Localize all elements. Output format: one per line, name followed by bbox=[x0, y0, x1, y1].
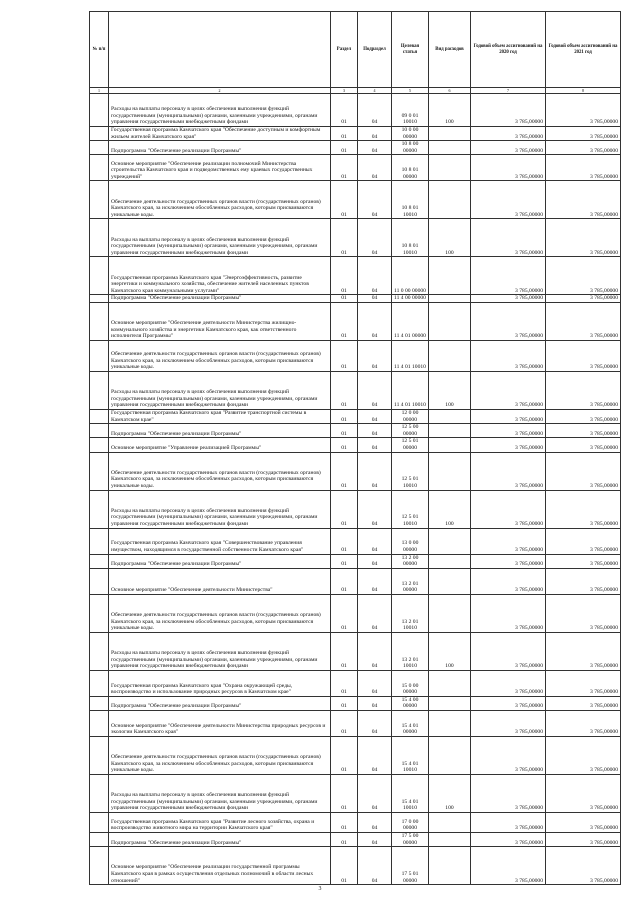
row-amount-2020: 3 785,00000 bbox=[471, 295, 546, 303]
row-expense-type bbox=[429, 568, 471, 594]
row-amount-2020: 3 785,00000 bbox=[471, 736, 546, 774]
row-target-article: 12 5 00 00000 bbox=[392, 424, 429, 438]
table-row bbox=[90, 155, 621, 181]
row-name: Основное мероприятие "Обеспечение деятельности Министерства" bbox=[109, 568, 331, 594]
row-target-article: 10 8 01 10010 bbox=[392, 219, 429, 257]
row-razdel: 01 bbox=[331, 696, 358, 710]
row-expense-type bbox=[429, 528, 471, 554]
row-amount-2020: 3 785,00000 bbox=[471, 452, 546, 490]
table-row bbox=[90, 219, 621, 257]
column-number: 3 bbox=[331, 88, 358, 94]
row-razdel: 01 bbox=[331, 594, 358, 632]
row-expense-type bbox=[429, 670, 471, 696]
row-amount-2021: 3 785,00000 bbox=[546, 438, 621, 452]
budget-table bbox=[89, 11, 621, 885]
row-name: Основное мероприятие "Обеспечение деятельности Министерства природных ресурсов и экологии Камчатского края" bbox=[109, 710, 331, 736]
row-expense-type bbox=[429, 295, 471, 303]
row-expense-type: 100 bbox=[429, 94, 471, 127]
row-podrazdel: 04 bbox=[358, 302, 392, 340]
row-razdel: 01 bbox=[331, 219, 358, 257]
row-target-article: 10 8 00 00000 bbox=[392, 141, 429, 155]
page-number: 3 bbox=[318, 886, 322, 892]
row-amount-2021: 3 785,00000 bbox=[546, 528, 621, 554]
row-num bbox=[90, 155, 109, 181]
row-razdel: 01 bbox=[331, 257, 358, 295]
row-num bbox=[90, 181, 109, 219]
budget-table-page bbox=[89, 11, 620, 885]
row-razdel: 01 bbox=[331, 528, 358, 554]
row-amount-2020: 3 785,00000 bbox=[471, 424, 546, 438]
row-name: Подпрограмма "Обеспечение реализации Программы" bbox=[109, 424, 331, 438]
table-row bbox=[90, 452, 621, 490]
row-amount-2021: 3 785,00000 bbox=[546, 127, 621, 141]
row-podrazdel: 04 bbox=[358, 155, 392, 181]
table-row bbox=[90, 409, 621, 423]
row-target-article: 13 2 01 10010 bbox=[392, 594, 429, 632]
row-amount-2021: 3 785,00000 bbox=[546, 409, 621, 423]
row-target-article: 09 0 01 10010 bbox=[392, 94, 429, 127]
row-podrazdel: 04 bbox=[358, 127, 392, 141]
row-amount-2021: 3 785,00000 bbox=[546, 340, 621, 371]
row-expense-type bbox=[429, 302, 471, 340]
row-name: Расходы на выплаты персоналу в целях обеспечения выполнения функций государственными (муниципальными) органами, казенными учреждениями, органами управления государственными внебюджетными фондами bbox=[109, 219, 331, 257]
row-amount-2020: 3 785,00000 bbox=[471, 554, 546, 568]
row-num bbox=[90, 594, 109, 632]
row-target-article: 13 2 01 00000 bbox=[392, 568, 429, 594]
row-num bbox=[90, 452, 109, 490]
table-row bbox=[90, 127, 621, 141]
row-expense-type bbox=[429, 710, 471, 736]
row-expense-type bbox=[429, 736, 471, 774]
row-amount-2021: 3 785,00000 bbox=[546, 594, 621, 632]
row-razdel: 01 bbox=[331, 632, 358, 670]
row-amount-2021: 3 785,00000 bbox=[546, 774, 621, 812]
row-num bbox=[90, 490, 109, 528]
row-amount-2021: 3 785,00000 bbox=[546, 847, 621, 885]
table-row bbox=[90, 371, 621, 409]
row-podrazdel: 04 bbox=[358, 409, 392, 423]
row-num bbox=[90, 696, 109, 710]
column-number: 5 bbox=[392, 88, 429, 94]
row-amount-2021: 3 785,00000 bbox=[546, 155, 621, 181]
row-amount-2021: 3 785,00000 bbox=[546, 710, 621, 736]
row-razdel: 01 bbox=[331, 438, 358, 452]
column-number: 2 bbox=[109, 88, 331, 94]
header-target-article: Целевая статья bbox=[392, 12, 429, 88]
table-row bbox=[90, 424, 621, 438]
row-amount-2020: 3 785,00000 bbox=[471, 409, 546, 423]
row-amount-2020: 3 785,00000 bbox=[471, 832, 546, 846]
table-row bbox=[90, 774, 621, 812]
row-razdel: 01 bbox=[331, 155, 358, 181]
row-expense-type bbox=[429, 812, 471, 832]
row-name: Обеспечение деятельности государственных органов власти (государственных органов) Камчатского края, за исключением обособленных расходов, которым присваиваются уникальные коды. bbox=[109, 452, 331, 490]
row-name: Обеспечение деятельности государственных органов власти (государственных органов) Камчатского края, за исключением обособленных расходов, которым присваиваются уникальные коды. bbox=[109, 594, 331, 632]
row-target-article: 15 4 00 00000 bbox=[392, 696, 429, 710]
row-target-article: 11 4 00 00000 bbox=[392, 295, 429, 303]
row-podrazdel: 04 bbox=[358, 670, 392, 696]
row-name: Основное мероприятие "Обеспечение реализации полномочий Министерства строительства Камчатского края и подведомственных ему краевых государственных учреждений" bbox=[109, 155, 331, 181]
row-amount-2020: 3 785,00000 bbox=[471, 847, 546, 885]
row-expense-type: 100 bbox=[429, 490, 471, 528]
row-expense-type bbox=[429, 594, 471, 632]
row-amount-2021: 3 785,00000 bbox=[546, 832, 621, 846]
row-amount-2020: 3 785,00000 bbox=[471, 670, 546, 696]
row-expense-type bbox=[429, 340, 471, 371]
row-name: Государственная программа Камчатского края "Охрана окружающей среды, воспроизводство и использование природных ресурсов в Камчатском крае" bbox=[109, 670, 331, 696]
row-num bbox=[90, 812, 109, 832]
row-podrazdel: 04 bbox=[358, 452, 392, 490]
header-name bbox=[109, 12, 331, 88]
row-target-article: 11 4 01 10010 bbox=[392, 371, 429, 409]
table-row bbox=[90, 302, 621, 340]
row-num bbox=[90, 424, 109, 438]
table-row bbox=[90, 696, 621, 710]
table-row bbox=[90, 847, 621, 885]
row-target-article: 13 2 01 10010 bbox=[392, 632, 429, 670]
row-num bbox=[90, 774, 109, 812]
row-expense-type: 100 bbox=[429, 632, 471, 670]
row-podrazdel: 04 bbox=[358, 736, 392, 774]
row-target-article: 11 4 01 00000 bbox=[392, 302, 429, 340]
row-amount-2021: 3 785,00000 bbox=[546, 568, 621, 594]
row-target-article: 15 4 01 00000 bbox=[392, 710, 429, 736]
header-num: № п/п bbox=[90, 12, 109, 88]
row-amount-2021: 3 785,00000 bbox=[546, 670, 621, 696]
row-num bbox=[90, 94, 109, 127]
row-target-article: 17 5 00 00000 bbox=[392, 832, 429, 846]
row-name: Государственная программа Камчатского края "Обеспечение доступным и комфортным жильем жителей Камчатского края" bbox=[109, 127, 331, 141]
row-podrazdel: 04 bbox=[358, 696, 392, 710]
table-row bbox=[90, 710, 621, 736]
row-num bbox=[90, 528, 109, 554]
row-num bbox=[90, 409, 109, 423]
row-amount-2020: 3 785,00000 bbox=[471, 594, 546, 632]
row-expense-type bbox=[429, 696, 471, 710]
row-expense-type bbox=[429, 127, 471, 141]
row-name: Подпрограмма "Обеспечение реализации Программы" bbox=[109, 696, 331, 710]
row-podrazdel: 04 bbox=[358, 340, 392, 371]
row-target-article: 15 0 00 00000 bbox=[392, 670, 429, 696]
table-row bbox=[90, 594, 621, 632]
row-amount-2021: 3 785,00000 bbox=[546, 94, 621, 127]
row-razdel: 01 bbox=[331, 181, 358, 219]
row-podrazdel: 04 bbox=[358, 219, 392, 257]
row-podrazdel: 04 bbox=[358, 424, 392, 438]
row-podrazdel: 04 bbox=[358, 568, 392, 594]
row-expense-type bbox=[429, 155, 471, 181]
row-target-article: 12 5 01 10010 bbox=[392, 490, 429, 528]
row-amount-2021: 3 785,00000 bbox=[546, 736, 621, 774]
row-num bbox=[90, 632, 109, 670]
row-target-article: 12 5 01 10010 bbox=[392, 452, 429, 490]
row-amount-2021: 3 785,00000 bbox=[546, 632, 621, 670]
table-row bbox=[90, 554, 621, 568]
row-num bbox=[90, 141, 109, 155]
row-name: Расходы на выплаты персоналу в целях обеспечения выполнения функций государственными (муниципальными) органами, казенными учреждениями, органами управления государственными внебюджетными фондами bbox=[109, 490, 331, 528]
row-podrazdel: 04 bbox=[358, 812, 392, 832]
row-num bbox=[90, 127, 109, 141]
row-razdel: 01 bbox=[331, 710, 358, 736]
header-row bbox=[90, 12, 621, 88]
row-target-article: 13 0 00 00000 bbox=[392, 528, 429, 554]
row-target-article: 12 5 01 00000 bbox=[392, 438, 429, 452]
row-podrazdel: 04 bbox=[358, 554, 392, 568]
row-name: Обеспечение деятельности государственных органов власти (государственных органов) Камчатского края, за исключением обособленных расходов, которым присваиваются уникальные коды. bbox=[109, 736, 331, 774]
row-num bbox=[90, 847, 109, 885]
row-num bbox=[90, 736, 109, 774]
row-target-article: 10 8 01 00000 bbox=[392, 155, 429, 181]
row-num bbox=[90, 295, 109, 303]
row-name: Обеспечение деятельности государственных органов власти (государственных органов) Камчатского края, за исключением обособленных расходов, которым присваиваются уникальные коды. bbox=[109, 181, 331, 219]
table-row bbox=[90, 295, 621, 303]
row-podrazdel: 04 bbox=[358, 94, 392, 127]
row-amount-2020: 3 785,00000 bbox=[471, 490, 546, 528]
row-num bbox=[90, 710, 109, 736]
column-number: 4 bbox=[358, 88, 392, 94]
row-name: Подпрограмма "Обеспечение реализации Программы" bbox=[109, 832, 331, 846]
table-row bbox=[90, 736, 621, 774]
row-amount-2020: 3 785,00000 bbox=[471, 568, 546, 594]
table-row bbox=[90, 632, 621, 670]
row-amount-2020: 3 785,00000 bbox=[471, 141, 546, 155]
table-row bbox=[90, 257, 621, 295]
row-razdel: 01 bbox=[331, 371, 358, 409]
row-target-article: 10 8 01 10010 bbox=[392, 181, 429, 219]
table-row bbox=[90, 670, 621, 696]
row-amount-2020: 3 785,00000 bbox=[471, 257, 546, 295]
row-amount-2020: 3 785,00000 bbox=[471, 632, 546, 670]
row-name: Государственная программа Камчатского края "Совершенствование управления имуществом, находящимся в государственной собственности Камчатского края" bbox=[109, 528, 331, 554]
row-num bbox=[90, 302, 109, 340]
row-target-article: 13 2 00 00000 bbox=[392, 554, 429, 568]
row-name: Подпрограмма "Обеспечение реализации Программы" bbox=[109, 554, 331, 568]
row-razdel: 01 bbox=[331, 490, 358, 528]
row-amount-2021: 3 785,00000 bbox=[546, 219, 621, 257]
row-target-article: 17 5 01 00000 bbox=[392, 847, 429, 885]
row-razdel: 01 bbox=[331, 736, 358, 774]
row-amount-2020: 3 785,00000 bbox=[471, 155, 546, 181]
row-razdel: 01 bbox=[331, 812, 358, 832]
row-razdel: 01 bbox=[331, 452, 358, 490]
row-razdel: 01 bbox=[331, 670, 358, 696]
row-amount-2021: 3 785,00000 bbox=[546, 295, 621, 303]
row-razdel: 01 bbox=[331, 774, 358, 812]
table-row bbox=[90, 528, 621, 554]
row-amount-2021: 3 785,00000 bbox=[546, 302, 621, 340]
row-podrazdel: 04 bbox=[358, 774, 392, 812]
header-podrazdel: Подраздел bbox=[358, 12, 392, 88]
table-row bbox=[90, 141, 621, 155]
row-name: Расходы на выплаты персоналу в целях обеспечения выполнения функций государственными (муниципальными) органами, казенными учреждениями, органами управления государственными внебюджетными фондами bbox=[109, 632, 331, 670]
row-razdel: 01 bbox=[331, 409, 358, 423]
row-name: Подпрограмма "Обеспечение реализации Программы" bbox=[109, 141, 331, 155]
row-num bbox=[90, 670, 109, 696]
row-podrazdel: 04 bbox=[358, 438, 392, 452]
row-target-article: 17 0 00 00000 bbox=[392, 812, 429, 832]
row-razdel: 01 bbox=[331, 568, 358, 594]
row-name: Основное мероприятие "Управление реализацией Программы" bbox=[109, 438, 331, 452]
row-amount-2020: 3 785,00000 bbox=[471, 127, 546, 141]
row-expense-type: 100 bbox=[429, 371, 471, 409]
table-row bbox=[90, 832, 621, 846]
row-amount-2020: 3 785,00000 bbox=[471, 302, 546, 340]
row-razdel: 01 bbox=[331, 127, 358, 141]
row-name: Государственная программа Камчатского края "Развитие транспортной системы в Камчатском крае" bbox=[109, 409, 331, 423]
row-num bbox=[90, 371, 109, 409]
row-name: Подпрограмма "Обеспечение реализации Программы" bbox=[109, 295, 331, 303]
row-name: Расходы на выплаты персоналу в целях обеспечения выполнения функций государственными (муниципальными) органами, казенными учреждениями, органами управления государственными внебюджетными фондами bbox=[109, 774, 331, 812]
row-name: Обеспечение деятельности государственных органов власти (государственных органов) Камчатского края, за исключением обособленных расходов, которым присваиваются уникальные коды. bbox=[109, 340, 331, 371]
row-podrazdel: 04 bbox=[358, 181, 392, 219]
row-target-article: 15 4 01 10010 bbox=[392, 774, 429, 812]
row-razdel: 01 bbox=[331, 141, 358, 155]
row-target-article: 10 0 00 00000 bbox=[392, 127, 429, 141]
row-amount-2020: 3 785,00000 bbox=[471, 774, 546, 812]
row-amount-2020: 3 785,00000 bbox=[471, 696, 546, 710]
row-amount-2020: 3 785,00000 bbox=[471, 340, 546, 371]
row-name: Расходы на выплаты персоналу в целях обеспечения выполнения функций государственными (муниципальными) органами, казенными учреждениями, органами управления государственными внебюджетными фондами bbox=[109, 94, 331, 127]
row-amount-2021: 3 785,00000 bbox=[546, 554, 621, 568]
row-podrazdel: 04 bbox=[358, 371, 392, 409]
row-razdel: 01 bbox=[331, 424, 358, 438]
row-expense-type bbox=[429, 181, 471, 219]
row-expense-type bbox=[429, 554, 471, 568]
row-amount-2021: 3 785,00000 bbox=[546, 141, 621, 155]
row-target-article: 11 4 01 10010 bbox=[392, 340, 429, 371]
header-expense-type: Вид расходов bbox=[429, 12, 471, 88]
row-amount-2020: 3 785,00000 bbox=[471, 181, 546, 219]
table-row bbox=[90, 181, 621, 219]
row-amount-2021: 3 785,00000 bbox=[546, 452, 621, 490]
row-amount-2021: 3 785,00000 bbox=[546, 812, 621, 832]
row-podrazdel: 04 bbox=[358, 528, 392, 554]
row-expense-type bbox=[429, 141, 471, 155]
row-amount-2020: 3 785,00000 bbox=[471, 438, 546, 452]
column-number: 8 bbox=[546, 88, 621, 94]
row-expense-type bbox=[429, 847, 471, 885]
row-amount-2020: 3 785,00000 bbox=[471, 94, 546, 127]
column-number: 6 bbox=[429, 88, 471, 94]
row-podrazdel: 04 bbox=[358, 832, 392, 846]
row-expense-type: 100 bbox=[429, 219, 471, 257]
row-amount-2021: 3 785,00000 bbox=[546, 490, 621, 528]
row-num bbox=[90, 438, 109, 452]
row-num bbox=[90, 257, 109, 295]
row-expense-type bbox=[429, 832, 471, 846]
row-num bbox=[90, 568, 109, 594]
row-num bbox=[90, 340, 109, 371]
row-amount-2020: 3 785,00000 bbox=[471, 371, 546, 409]
row-podrazdel: 04 bbox=[358, 632, 392, 670]
row-name: Государственная программа Камчатского края "Энергоэффективность, развитие энергетики и коммунального хозяйства, обеспечение жителей населенных пунктов Камчатского края коммунальными услугами" bbox=[109, 257, 331, 295]
row-razdel: 01 bbox=[331, 340, 358, 371]
row-num bbox=[90, 219, 109, 257]
table-row bbox=[90, 340, 621, 371]
table-row bbox=[90, 568, 621, 594]
row-podrazdel: 04 bbox=[358, 847, 392, 885]
row-amount-2020: 3 785,00000 bbox=[471, 219, 546, 257]
table-row bbox=[90, 490, 621, 528]
row-razdel: 01 bbox=[331, 302, 358, 340]
row-expense-type: 100 bbox=[429, 774, 471, 812]
header-year-2021: Годовой объем ассигнований на 2021 год bbox=[546, 12, 621, 88]
row-name: Основное мероприятие "Обеспечение реализации государственной программы Камчатского края в рамках осуществления отдельных полномочий в области лесных отношений" bbox=[109, 847, 331, 885]
row-expense-type bbox=[429, 409, 471, 423]
row-target-article: 11 0 00 00000 bbox=[392, 257, 429, 295]
row-num bbox=[90, 832, 109, 846]
row-razdel: 01 bbox=[331, 94, 358, 127]
row-razdel: 01 bbox=[331, 832, 358, 846]
row-num bbox=[90, 554, 109, 568]
row-podrazdel: 04 bbox=[358, 295, 392, 303]
row-expense-type bbox=[429, 438, 471, 452]
row-expense-type bbox=[429, 452, 471, 490]
header-razdel: Раздел bbox=[331, 12, 358, 88]
row-target-article: 15 4 01 10010 bbox=[392, 736, 429, 774]
row-name: Государственная программа Камчатского края "Развитие лесного хозяйства, охрана и воспроизводство животного мира на территории Камчатского края" bbox=[109, 812, 331, 832]
row-razdel: 01 bbox=[331, 295, 358, 303]
row-podrazdel: 04 bbox=[358, 257, 392, 295]
row-razdel: 01 bbox=[331, 847, 358, 885]
header-year-2020: Годовой объем ассигнований на 2020 год bbox=[471, 12, 546, 88]
row-target-article: 12 0 00 00000 bbox=[392, 409, 429, 423]
row-amount-2021: 3 785,00000 bbox=[546, 696, 621, 710]
column-number: 7 bbox=[471, 88, 546, 94]
row-amount-2021: 3 785,00000 bbox=[546, 257, 621, 295]
row-name: Расходы на выплаты персоналу в целях обеспечения выполнения функций государственными (муниципальными) органами, казенными учреждениями, органами управления государственными внебюджетными фондами bbox=[109, 371, 331, 409]
row-podrazdel: 04 bbox=[358, 710, 392, 736]
table-row bbox=[90, 94, 621, 127]
row-amount-2020: 3 785,00000 bbox=[471, 710, 546, 736]
table-body bbox=[90, 94, 621, 885]
column-number: 1 bbox=[90, 88, 109, 94]
row-amount-2020: 3 785,00000 bbox=[471, 528, 546, 554]
table-row bbox=[90, 438, 621, 452]
row-podrazdel: 04 bbox=[358, 594, 392, 632]
row-expense-type bbox=[429, 257, 471, 295]
row-amount-2021: 3 785,00000 bbox=[546, 424, 621, 438]
table-row bbox=[90, 812, 621, 832]
row-amount-2020: 3 785,00000 bbox=[471, 812, 546, 832]
row-podrazdel: 04 bbox=[358, 490, 392, 528]
row-expense-type bbox=[429, 424, 471, 438]
row-razdel: 01 bbox=[331, 554, 358, 568]
row-podrazdel: 04 bbox=[358, 141, 392, 155]
row-amount-2021: 3 785,00000 bbox=[546, 181, 621, 219]
row-amount-2021: 3 785,00000 bbox=[546, 371, 621, 409]
row-name: Основное мероприятие "Обеспечение деятельности Министерства жилищно-коммунального хозяйства и энергетики Камчатского края, как ответственного исполнителя Программы" bbox=[109, 302, 331, 340]
